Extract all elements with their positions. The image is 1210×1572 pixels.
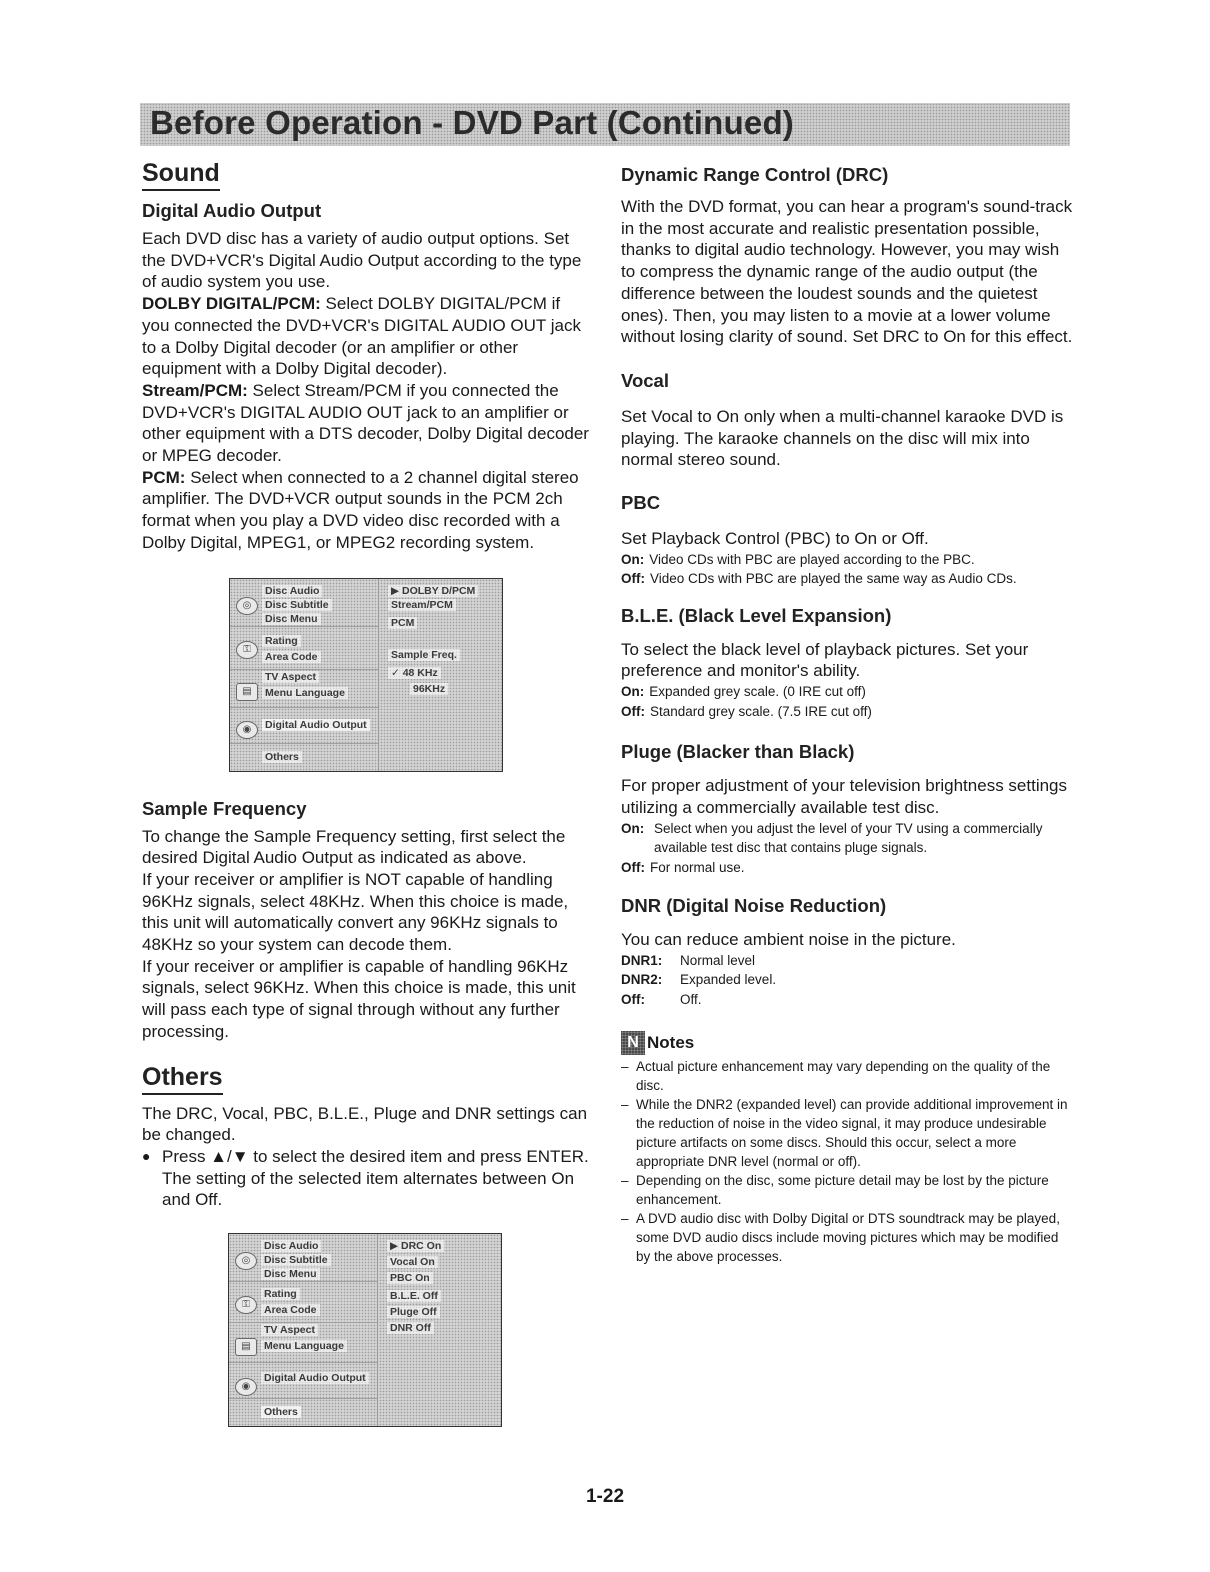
digital-audio-menu-screenshot xyxy=(229,578,503,772)
section-banner xyxy=(140,103,1070,146)
menu-item[interactable]: Disc Subtitle xyxy=(262,599,332,611)
disc-icon: ◎ xyxy=(235,1252,257,1270)
speaker-icon: ◉ xyxy=(235,1378,257,1396)
vocal-heading: Vocal xyxy=(621,369,669,391)
pbc-text: Set Playback Control (PBC) to On or Off. xyxy=(621,529,929,549)
sample-frequency-heading: Sample Frequency xyxy=(142,797,307,819)
bullet-dot: ● xyxy=(142,1147,151,1164)
menu-option[interactable]: Vocal On xyxy=(387,1256,438,1268)
drc-text: With the DVD format, you can hear a program's sound-track in the most accurate and realistic presentation possible, thanks to digital audio technology. However, you may wish to compress the dynamic range of the audio output (the difference between the loudest sounds and the quietest ones). Then, you may listen to a movie at a lower volume without losing clarity of sound. Set DRC to On for this effect. xyxy=(621,197,1073,347)
language-icon: ▤ xyxy=(236,683,258,701)
stream-text: Select Stream/PCM if you connected the DVD+VCR's DIGITAL AUDIO OUT jack to an amplifier or other equipment with a DTS decoder, Dolby Digital decoder or MPEG decoder. xyxy=(142,380,589,466)
menu-option-pane xyxy=(379,1234,499,1426)
lock-icon: ⚿ xyxy=(235,1296,257,1314)
menu-divider xyxy=(229,1322,377,1323)
menu-category-pane xyxy=(229,1234,378,1426)
menu-option[interactable]: Sample Freq. xyxy=(388,649,460,661)
drc-heading: Dynamic Range Control (DRC) xyxy=(621,164,889,185)
others-menu-screenshot xyxy=(228,1233,502,1427)
menu-item[interactable]: Menu Language xyxy=(262,687,348,699)
others-intro: The DRC, Vocal, PBC, B.L.E., Pluge and DNR settings can be changed. xyxy=(142,1103,588,1145)
dolby-text: Select DOLBY DIGITAL/PCM if you connected the DVD+VCR's DIGITAL AUDIO OUT jack to a Dolby Digital decoder (or an amplifier or other equipment with a Dolby Digital decoder). xyxy=(142,294,581,379)
pluge-heading: Pluge (Blacker than Black) xyxy=(621,741,855,763)
menu-item[interactable]: Disc Audio xyxy=(261,1240,321,1252)
menu-item[interactable]: Others xyxy=(262,751,302,763)
note-item xyxy=(621,1171,1075,1209)
pbc-on-label: On: xyxy=(621,551,645,567)
pbc-off-row xyxy=(621,569,1075,589)
notes-icon: N xyxy=(621,1031,645,1055)
menu-option-pane xyxy=(380,579,500,771)
menu-divider xyxy=(230,626,378,627)
menu-option[interactable]: DNR Off xyxy=(387,1322,434,1334)
language-icon: ▤ xyxy=(235,1338,257,1356)
stream-label: Stream/PCM: xyxy=(142,380,248,400)
pcm-text: Select when connected to a 2 channel digital stereo amplifier. The DVD+VCR output sounds in the PCM 2ch format when you play a DVD video disc recorded with a Dolby Digital, MPEG1, or MPEG2 recording system. xyxy=(142,467,579,552)
note-dash: – xyxy=(621,1059,629,1075)
sample-paragraph-2: If your receiver or amplifier is NOT capable of handling 96KHz signals, select 48KHz. When this choice is made, this unit will automatically convert any 96KHz signals to 48KHz so your system can decode them. xyxy=(142,869,569,955)
dnr-off-row xyxy=(621,990,1075,1010)
menu-option[interactable]: ▶ DOLBY D/PCM xyxy=(388,585,478,597)
digital-audio-intro: Each DVD disc has a variety of audio output options. Set the DVD+VCR's Digital Audio Output according to the type of audio system you use. xyxy=(142,229,582,292)
menu-item[interactable]: Digital Audio Output xyxy=(261,1372,369,1384)
note-text: A DVD audio disc with Dolby Digital or DTS soundtrack may be played, some DVD audio discs include moving pictures which may be modified by the above processes. xyxy=(636,1211,1060,1265)
right-column xyxy=(621,150,1075,1266)
note-text: Actual picture enhancement may vary depending on the quality of the disc. xyxy=(636,1059,1051,1094)
pbc-heading: PBC xyxy=(621,492,661,514)
pcm-paragraph xyxy=(142,467,590,554)
pluge-on-text: Select when you adjust the level of your TV using a commercially available test disc that contains pluge signals. xyxy=(654,820,1043,856)
menu-item[interactable]: Menu Language xyxy=(261,1340,347,1352)
ble-off-label: Off: xyxy=(621,703,645,719)
menu-divider xyxy=(230,669,378,670)
menu-option[interactable]: 96KHz xyxy=(410,683,448,695)
left-column xyxy=(142,150,590,1427)
menu-item[interactable]: TV Aspect xyxy=(262,671,319,683)
note-dash: – xyxy=(621,1211,629,1227)
note-dash: – xyxy=(621,1097,629,1113)
menu-option[interactable]: ▶ DRC On xyxy=(387,1240,444,1252)
menu-item[interactable]: TV Aspect xyxy=(261,1324,318,1336)
pbc-off-label: Off: xyxy=(621,571,645,587)
note-text: Depending on the disc, some picture detail may be lost by the picture enhancement. xyxy=(636,1173,1049,1208)
ble-off-text: Standard grey scale. (7.5 IRE cut off) xyxy=(650,703,872,719)
menu-option[interactable]: PBC On xyxy=(387,1272,433,1284)
menu-divider xyxy=(230,707,378,708)
menu-option[interactable]: Stream/PCM xyxy=(388,599,456,611)
menu-item-selected[interactable]: Others xyxy=(261,1406,301,1418)
menu-item[interactable]: Disc Subtitle xyxy=(261,1254,331,1266)
page-number: 1-22 xyxy=(585,1486,625,1507)
menu-item[interactable]: Area Code xyxy=(261,1304,320,1316)
pluge-on-row xyxy=(621,819,1075,858)
ble-on-label: On: xyxy=(621,684,645,700)
menu-item[interactable]: Disc Menu xyxy=(262,613,321,625)
note-item xyxy=(621,1095,1075,1171)
vocal-text: Set Vocal to On only when a multi-channel karaoke DVD is playing. The karaoke channels on the disc will mix into normal stereo sound. xyxy=(621,406,1064,470)
sample-paragraph-3: If your receiver or amplifier is capable of handling 96KHz signals, select 96KHz. When this choice is made, this unit will pass each type of signal through without any further processing. xyxy=(142,956,576,1041)
pbc-on-row xyxy=(621,550,1075,570)
dnr-off-text: Off. xyxy=(680,991,702,1007)
menu-item[interactable]: Area Code xyxy=(262,651,321,663)
note-item xyxy=(621,1057,1075,1095)
pluge-text: For proper adjustment of your television brightness settings utilizing a commercially available test disc. xyxy=(621,776,1068,817)
dnr1-row xyxy=(621,951,1075,971)
pcm-label: PCM: xyxy=(142,467,186,487)
dnr1-text: Normal level xyxy=(680,952,756,968)
dnr2-label: DNR2: xyxy=(621,972,663,988)
dnr-heading: DNR (Digital Noise Reduction) xyxy=(621,895,887,917)
sound-heading: Sound xyxy=(142,159,220,191)
pluge-off-row xyxy=(621,858,1075,878)
dolby-label: DOLBY DIGITAL/PCM: xyxy=(142,294,321,314)
ble-on-text: Expanded grey scale. (0 IRE cut off) xyxy=(649,684,866,700)
note-item xyxy=(621,1209,1075,1266)
menu-item-selected[interactable]: Digital Audio Output xyxy=(262,719,370,731)
others-heading: Others xyxy=(142,1063,223,1095)
lock-icon: ⚿ xyxy=(236,641,258,659)
dnr-text: You can reduce ambient noise in the picture. xyxy=(621,930,956,950)
banner-title: Before Operation - DVD Part (Continued) xyxy=(150,104,794,141)
pbc-on-text: Video CDs with PBC are played according to the PBC. xyxy=(649,551,975,567)
ble-on-row xyxy=(621,682,1075,702)
notes-header xyxy=(621,1031,1075,1055)
menu-divider xyxy=(229,1362,377,1363)
menu-category-pane xyxy=(230,579,379,771)
ble-heading: B.L.E. (Black Level Expansion) xyxy=(621,604,892,626)
pluge-on-label: On: xyxy=(621,820,645,836)
menu-item[interactable]: Disc Audio xyxy=(262,585,322,597)
notes-title: Notes xyxy=(647,1033,695,1053)
dnr1-label: DNR1: xyxy=(621,952,663,968)
notes-list xyxy=(621,1057,1075,1266)
digital-audio-output-heading: Digital Audio Output xyxy=(142,200,322,221)
sample-paragraph-1: To change the Sample Frequency setting, first select the desired Digital Audio Output as indicated as above. xyxy=(142,826,566,868)
disc-icon: ◎ xyxy=(236,597,258,615)
menu-divider xyxy=(229,1281,377,1282)
ble-off-row xyxy=(621,702,1075,722)
speaker-icon: ◉ xyxy=(236,721,258,739)
dnr2-text: Expanded level. xyxy=(680,972,777,988)
menu-item[interactable]: Rating xyxy=(261,1288,300,1300)
note-dash: – xyxy=(621,1173,629,1189)
dnr2-row xyxy=(621,970,1075,990)
pbc-off-text: Video CDs with PBC are played the same way as Audio CDs. xyxy=(650,571,1017,587)
others-bullet-text: Press ▲/▼ to select the desired item and press ENTER. The setting of the selected item alternates between On and Off. xyxy=(162,1146,589,1210)
menu-option[interactable]: B.L.E. Off xyxy=(387,1290,441,1302)
menu-option[interactable]: Pluge Off xyxy=(387,1306,440,1318)
dnr-off-label: Off: xyxy=(621,991,645,1007)
menu-item[interactable]: Disc Menu xyxy=(261,1268,320,1280)
ble-text: To select the black level of playback pictures. Set your preference and monitor's ability. xyxy=(621,639,1029,681)
menu-item[interactable]: Rating xyxy=(262,635,301,647)
pluge-off-text: For normal use. xyxy=(650,859,745,875)
menu-divider xyxy=(229,1398,377,1399)
pluge-off-label: Off: xyxy=(621,859,645,875)
stream-paragraph xyxy=(142,380,590,467)
note-text: While the DNR2 (expanded level) can provide additional improvement in the reduction of noise in the video signal, it may produce undesirable picture artifacts on some discs. Should this occur, select a more appropriate DNR level (normal or off). xyxy=(636,1097,1068,1170)
menu-option[interactable]: ✓ 48 KHz xyxy=(388,667,441,679)
menu-option[interactable]: PCM xyxy=(388,617,417,629)
menu-divider xyxy=(230,743,378,744)
dolby-paragraph xyxy=(142,293,590,380)
others-bullet xyxy=(142,1146,590,1211)
